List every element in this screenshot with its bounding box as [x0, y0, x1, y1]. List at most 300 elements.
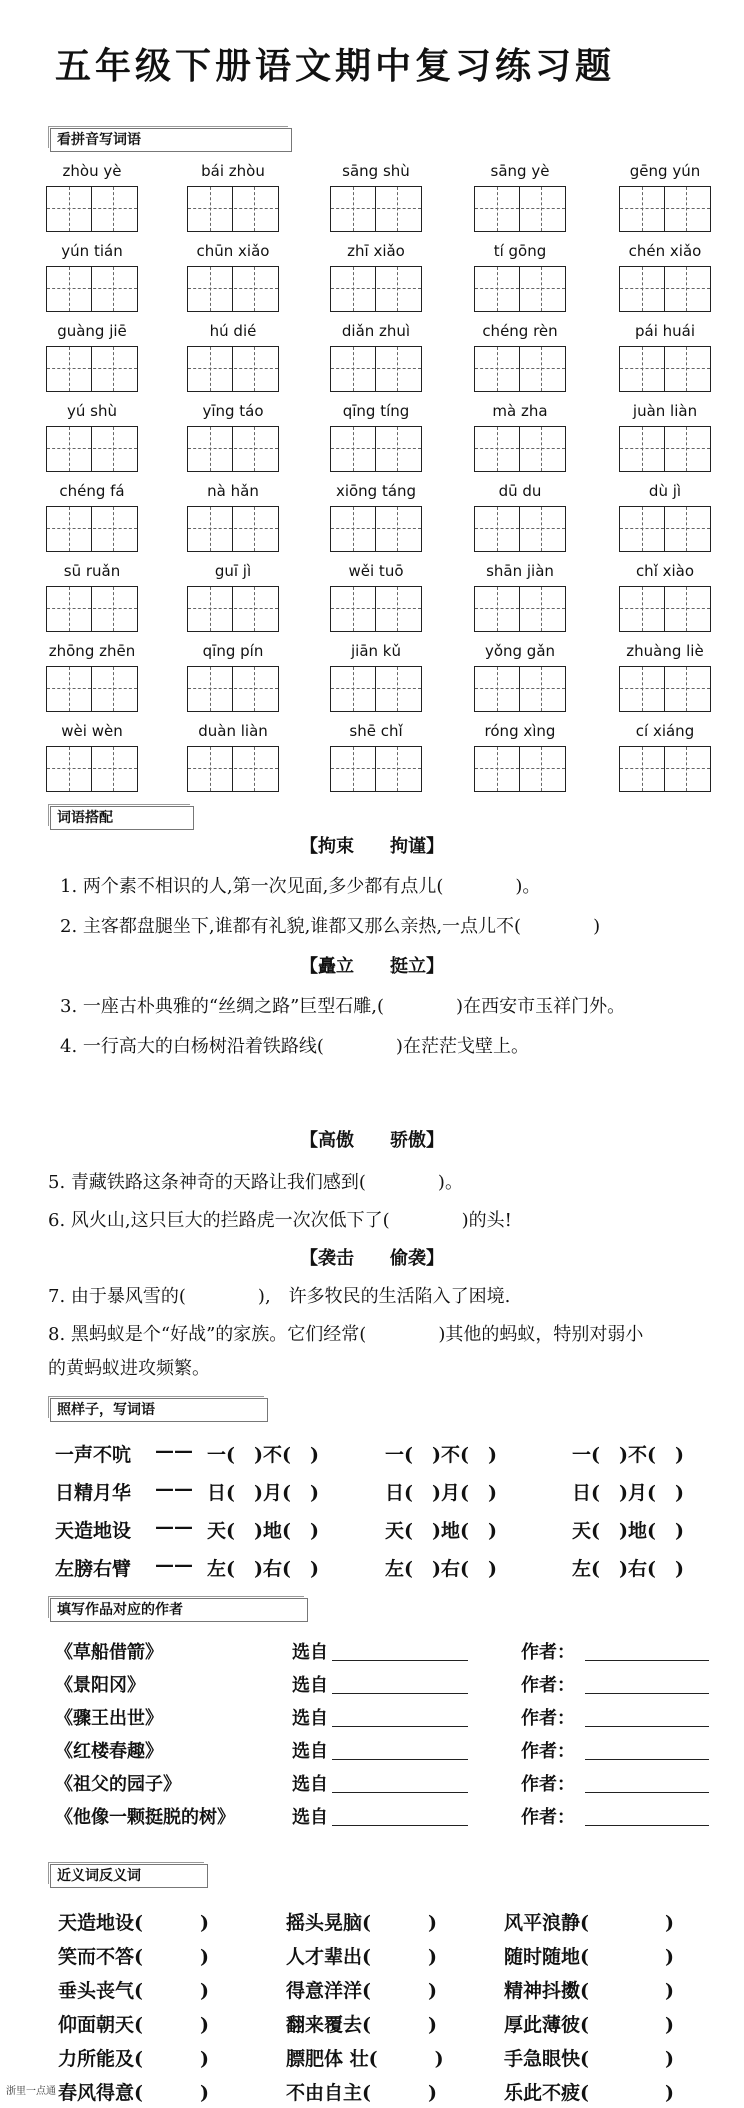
box-divider — [375, 426, 376, 472]
box-divider — [664, 586, 665, 632]
example-word: 日精月华 — [55, 1482, 132, 1504]
author-label: 作者： — [521, 1774, 575, 1795]
arrow: —— — [155, 1478, 193, 1500]
guide-line — [497, 747, 498, 791]
writing-box[interactable] — [619, 186, 711, 232]
pinyin-text: zhuàng liè — [626, 642, 704, 660]
guide-line — [397, 587, 398, 631]
writing-box[interactable] — [187, 666, 279, 712]
pinyin-item — [619, 242, 711, 314]
guide-line — [331, 288, 421, 289]
idiom-item[interactable]: 春风得意( ) — [58, 2082, 209, 2104]
pinyin-text: zhī xiǎo — [347, 242, 405, 260]
guide-line — [497, 667, 498, 711]
guide-line — [113, 587, 114, 631]
box-divider — [664, 666, 665, 712]
word-group-heading: 【高傲 骄傲】 — [300, 1130, 444, 1151]
blank-pattern[interactable]: 天( )地( ) — [572, 1520, 684, 1542]
guide-line — [475, 608, 565, 609]
guide-line — [47, 208, 137, 209]
guide-line — [686, 747, 687, 791]
writing-box[interactable] — [46, 266, 138, 312]
box-divider — [232, 746, 233, 792]
pinyin-item — [474, 322, 566, 394]
guide-line — [397, 507, 398, 551]
box-divider — [91, 746, 92, 792]
writing-box[interactable] — [330, 666, 422, 712]
guide-line — [331, 528, 421, 529]
box-divider — [664, 266, 665, 312]
word-group-heading: 【拘束 拘谨】 — [300, 836, 444, 857]
guide-line — [541, 587, 542, 631]
box-divider — [519, 666, 520, 712]
pinyin-item — [619, 402, 711, 474]
writing-box[interactable] — [187, 346, 279, 392]
blank-pattern[interactable]: 日( )月( ) — [572, 1482, 684, 1504]
section-label-synonyms: 近义词反义词 — [50, 1864, 208, 1888]
writing-box[interactable] — [187, 586, 279, 632]
pinyin-item — [619, 642, 711, 714]
guide-line — [254, 347, 255, 391]
box-divider — [664, 506, 665, 552]
guide-line — [497, 587, 498, 631]
guide-line — [188, 608, 278, 609]
idiom-item[interactable]: 随时随地( ) — [504, 1946, 674, 1968]
synonym-row — [58, 2044, 738, 2074]
guide-line — [497, 187, 498, 231]
pinyin-item — [619, 482, 711, 554]
box-divider — [519, 506, 520, 552]
guide-line — [210, 427, 211, 471]
arrow: —— — [155, 1516, 193, 1538]
pinyin-text: jiān kǔ — [351, 642, 401, 660]
box-divider — [91, 266, 92, 312]
box-divider — [375, 586, 376, 632]
section-label-authors: 填写作品对应的作者 — [50, 1598, 308, 1622]
blank-pattern[interactable]: 天( )地( ) — [207, 1520, 319, 1542]
writing-box[interactable] — [46, 506, 138, 552]
guide-line — [397, 187, 398, 231]
author-label: 作者： — [521, 1642, 575, 1663]
writing-box[interactable] — [619, 586, 711, 632]
idiom-item[interactable]: 翻来覆去( ) — [286, 2014, 437, 2036]
writing-box[interactable] — [46, 586, 138, 632]
blank-pattern[interactable]: 一( )不( ) — [207, 1444, 319, 1466]
writing-box[interactable] — [187, 186, 279, 232]
guide-line — [686, 347, 687, 391]
work-title: 《祖父的园子》 — [55, 1774, 181, 1795]
box-divider — [232, 426, 233, 472]
guide-line — [113, 747, 114, 791]
guide-line — [397, 747, 398, 791]
writing-box[interactable] — [330, 186, 422, 232]
pinyin-text: shē chǐ — [349, 722, 403, 740]
pinyin-item — [46, 482, 138, 554]
pinyin-text: wèi wèn — [61, 722, 123, 740]
guide-line — [541, 507, 542, 551]
box-divider — [375, 346, 376, 392]
guide-line — [686, 587, 687, 631]
writing-box[interactable] — [330, 586, 422, 632]
idiom-item[interactable]: 得意洋洋( ) — [286, 1980, 437, 2002]
guide-line — [210, 507, 211, 551]
blank-pattern[interactable]: 天( )地( ) — [385, 1520, 497, 1542]
question-7: 7. 由于暴风雪的( ), 许多牧民的生活陷入了困境. — [48, 1286, 511, 1307]
writing-box[interactable] — [474, 266, 566, 312]
from-label: 选自 — [292, 1741, 328, 1762]
idiom-item[interactable]: 力所能及( ) — [58, 2048, 209, 2070]
writing-box[interactable] — [619, 346, 711, 392]
pinyin-text: zhōng zhēn — [48, 642, 136, 660]
box-divider — [664, 426, 665, 472]
pinyin-text: mà zha — [492, 402, 548, 420]
pinyin-item — [46, 722, 138, 794]
synonym-row — [58, 1976, 738, 2006]
work-title: 《他像一颗挺脱的树》 — [55, 1807, 235, 1828]
box-divider — [232, 666, 233, 712]
guide-line — [188, 448, 278, 449]
pinyin-item — [619, 562, 711, 634]
question-3: 3. 一座古朴典雅的“丝绸之路”巨型石雕,( )在西安市玉祥门外。 — [60, 996, 626, 1017]
idiom-item[interactable]: 膘肥体 壮( ) — [286, 2048, 444, 2070]
guide-line — [331, 768, 421, 769]
author-label: 作者： — [521, 1741, 575, 1762]
writing-box[interactable] — [46, 426, 138, 472]
idiom-item[interactable]: 手急眼快( ) — [504, 2048, 674, 2070]
box-divider — [375, 186, 376, 232]
work-title: 《骤王出世》 — [55, 1708, 163, 1729]
guide-line — [642, 667, 643, 711]
writing-box[interactable] — [474, 186, 566, 232]
writing-box[interactable] — [330, 266, 422, 312]
writing-box[interactable] — [187, 746, 279, 792]
author-label: 作者： — [521, 1675, 575, 1696]
guide-line — [188, 288, 278, 289]
guide-line — [47, 368, 137, 369]
guide-line — [188, 768, 278, 769]
author-blank[interactable] — [585, 1825, 709, 1826]
page-title: 五年级下册语文期中复习练习题 — [55, 46, 616, 87]
box-divider — [519, 586, 520, 632]
work-title: 《景阳冈》 — [55, 1675, 145, 1696]
blank-pattern[interactable]: 左( )右( ) — [572, 1558, 684, 1580]
pinyin-item — [474, 642, 566, 714]
guide-line — [353, 667, 354, 711]
idiom-item[interactable]: 笑而不答( ) — [58, 1946, 209, 1968]
guide-line — [497, 427, 498, 471]
writing-box[interactable] — [619, 746, 711, 792]
guide-line — [188, 368, 278, 369]
arrow: —— — [155, 1440, 193, 1462]
guide-line — [497, 267, 498, 311]
guide-line — [541, 187, 542, 231]
synonym-row — [58, 2010, 738, 2040]
box-divider — [519, 426, 520, 472]
guide-line — [188, 528, 278, 529]
guide-line — [642, 187, 643, 231]
from-label: 选自 — [292, 1642, 328, 1663]
guide-line — [541, 667, 542, 711]
author-row — [55, 1671, 735, 1699]
writing-box[interactable] — [187, 506, 279, 552]
writing-box[interactable] — [187, 266, 279, 312]
box-divider — [232, 266, 233, 312]
pinyin-row — [46, 242, 726, 314]
guide-line — [210, 267, 211, 311]
guide-line — [69, 267, 70, 311]
guide-line — [353, 427, 354, 471]
question-1: 1. 两个素不相识的人,第一次见面,多少都有点儿( )。 — [60, 876, 541, 897]
pinyin-text: chéng fá — [59, 482, 125, 500]
pinyin-text: shān jiàn — [486, 562, 554, 580]
pinyin-row — [46, 562, 726, 634]
idiom-item[interactable]: 厚此薄彼( ) — [504, 2014, 674, 2036]
box-divider — [91, 186, 92, 232]
guide-line — [254, 427, 255, 471]
idiom-item[interactable]: 不由自主( ) — [286, 2082, 437, 2104]
idiom-item[interactable]: 精神抖擞( ) — [504, 1980, 674, 2002]
pinyin-item — [619, 722, 711, 794]
pinyin-text: nà hǎn — [207, 482, 259, 500]
pinyin-text: yīng táo — [202, 402, 264, 420]
guide-line — [642, 747, 643, 791]
pinyin-text: guī jì — [214, 562, 252, 580]
guide-line — [210, 587, 211, 631]
box-divider — [519, 746, 520, 792]
pinyin-item — [187, 242, 279, 314]
synonym-row — [58, 1908, 738, 1938]
guide-line — [188, 208, 278, 209]
pinyin-text: guàng jiē — [57, 322, 127, 340]
box-divider — [375, 746, 376, 792]
writing-box[interactable] — [474, 506, 566, 552]
pinyin-text: chéng rèn — [482, 322, 558, 340]
pinyin-text: sāng shù — [342, 162, 410, 180]
guide-line — [69, 667, 70, 711]
writing-box[interactable] — [46, 346, 138, 392]
writing-box[interactable] — [474, 666, 566, 712]
guide-line — [642, 267, 643, 311]
writing-box[interactable] — [619, 666, 711, 712]
pinyin-item — [330, 722, 422, 794]
footer-watermark: 浙里一点通 — [6, 2086, 56, 2097]
author-row — [55, 1770, 735, 1798]
guide-line — [331, 368, 421, 369]
guide-line — [47, 448, 137, 449]
source-blank[interactable] — [332, 1726, 468, 1727]
guide-line — [69, 747, 70, 791]
guide-line — [113, 507, 114, 551]
box-divider — [91, 666, 92, 712]
pinyin-item — [330, 242, 422, 314]
guide-line — [353, 267, 354, 311]
guide-line — [254, 747, 255, 791]
pinyin-item — [187, 402, 279, 474]
pinyin-item — [474, 482, 566, 554]
pinyin-text: cí xiáng — [635, 722, 695, 740]
guide-line — [475, 768, 565, 769]
writing-box[interactable] — [46, 746, 138, 792]
pinyin-text: chǐ xiào — [635, 562, 695, 580]
guide-line — [331, 608, 421, 609]
box-divider — [664, 186, 665, 232]
example-word: 一声不吭 — [55, 1444, 132, 1466]
pinyin-text: yǒng gǎn — [484, 642, 556, 660]
blank-pattern[interactable]: 左( )右( ) — [207, 1558, 319, 1580]
guide-line — [254, 587, 255, 631]
pinyin-text: xiōng táng — [335, 482, 417, 500]
author-blank[interactable] — [585, 1726, 709, 1727]
guide-line — [541, 427, 542, 471]
writing-box[interactable] — [474, 346, 566, 392]
from-label: 选自 — [292, 1708, 328, 1729]
pinyin-item — [474, 402, 566, 474]
box-divider — [375, 666, 376, 712]
idiom-item[interactable]: 垂头丧气( ) — [58, 1980, 209, 2002]
source-blank[interactable] — [332, 1792, 468, 1793]
writing-box[interactable] — [474, 586, 566, 632]
box-divider — [519, 186, 520, 232]
writing-box[interactable] — [330, 506, 422, 552]
pinyin-item — [330, 482, 422, 554]
word-group-heading: 【矗立 挺立】 — [300, 956, 444, 977]
guide-line — [331, 688, 421, 689]
guide-line — [686, 187, 687, 231]
guide-line — [47, 768, 137, 769]
author-row — [55, 1704, 735, 1732]
question-2: 2. 主客都盘腿坐下,谁都有礼貌,谁都又那么亲热,一点儿不( ) — [60, 916, 601, 937]
from-label: 选自 — [292, 1675, 328, 1696]
box-divider — [91, 506, 92, 552]
idiom-item[interactable]: 摇头晃脑( ) — [286, 1912, 437, 1934]
writing-box[interactable] — [330, 426, 422, 472]
blank-pattern[interactable]: 日( )月( ) — [207, 1482, 319, 1504]
pinyin-text: hú dié — [209, 322, 257, 340]
guide-line — [620, 368, 710, 369]
pinyin-item — [330, 562, 422, 634]
pinyin-text: sū ruǎn — [63, 562, 121, 580]
guide-line — [113, 267, 114, 311]
pinyin-item — [187, 562, 279, 634]
idiom-item[interactable]: 风平浪静( ) — [504, 1912, 674, 1934]
idiom-item[interactable]: 人才辈出( ) — [286, 1946, 437, 1968]
guide-line — [353, 747, 354, 791]
section-label-collocation: 词语搭配 — [50, 806, 194, 830]
writing-box[interactable] — [46, 186, 138, 232]
guide-line — [331, 208, 421, 209]
writing-box[interactable] — [474, 746, 566, 792]
guide-line — [69, 427, 70, 471]
guide-line — [353, 507, 354, 551]
guide-line — [47, 688, 137, 689]
pinyin-text: sāng yè — [490, 162, 550, 180]
pinyin-item — [330, 322, 422, 394]
box-divider — [91, 586, 92, 632]
source-blank[interactable] — [332, 1759, 468, 1760]
pinyin-text: chūn xiǎo — [196, 242, 270, 260]
writing-box[interactable] — [187, 426, 279, 472]
guide-line — [620, 688, 710, 689]
pinyin-row — [46, 722, 726, 794]
blank-pattern[interactable]: 一( )不( ) — [572, 1444, 684, 1466]
blank-pattern[interactable]: 日( )月( ) — [385, 1482, 497, 1504]
guide-line — [541, 747, 542, 791]
guide-line — [397, 427, 398, 471]
pinyin-row — [46, 322, 726, 394]
idiom-item[interactable]: 乐此不疲( ) — [504, 2082, 674, 2104]
pinyin-text: diǎn zhuì — [341, 322, 411, 340]
pinyin-item — [619, 162, 711, 234]
guide-line — [113, 427, 114, 471]
writing-box[interactable] — [619, 506, 711, 552]
pinyin-item — [330, 642, 422, 714]
question-8-continued: 的黄蚂蚁进攻频繁。 — [48, 1358, 210, 1379]
pinyin-item — [46, 642, 138, 714]
writing-box[interactable] — [619, 266, 711, 312]
guide-line — [620, 208, 710, 209]
blank-pattern[interactable]: 一( )不( ) — [385, 1444, 497, 1466]
pinyin-item — [330, 162, 422, 234]
word-group-heading: 【袭击 偷袭】 — [300, 1248, 444, 1269]
question-4: 4. 一行高大的白杨树沿着铁路线( )在茫茫戈壁上。 — [60, 1036, 529, 1057]
example-word: 左膀右臂 — [55, 1558, 132, 1580]
writing-box[interactable] — [330, 746, 422, 792]
author-blank[interactable] — [585, 1660, 709, 1661]
question-5: 5. 青藏铁路这条神奇的天路让我们感到( )。 — [48, 1172, 463, 1193]
guide-line — [188, 688, 278, 689]
blank-pattern[interactable]: 左( )右( ) — [385, 1558, 497, 1580]
author-blank[interactable] — [585, 1693, 709, 1694]
pinyin-text: wěi tuō — [348, 562, 404, 580]
from-label: 选自 — [292, 1774, 328, 1795]
pinyin-item — [46, 562, 138, 634]
guide-line — [113, 187, 114, 231]
guide-line — [686, 507, 687, 551]
guide-line — [686, 427, 687, 471]
box-divider — [91, 426, 92, 472]
pinyin-item — [187, 162, 279, 234]
writing-box[interactable] — [330, 346, 422, 392]
box-divider — [232, 186, 233, 232]
guide-line — [686, 267, 687, 311]
source-blank[interactable] — [332, 1660, 468, 1661]
author-blank[interactable] — [585, 1759, 709, 1760]
writing-box[interactable] — [474, 426, 566, 472]
guide-line — [397, 347, 398, 391]
pinyin-text: chén xiǎo — [628, 242, 702, 260]
writing-box[interactable] — [46, 666, 138, 712]
guide-line — [642, 507, 643, 551]
idiom-item[interactable]: 仰面朝天( ) — [58, 2014, 209, 2036]
box-divider — [91, 346, 92, 392]
guide-line — [47, 528, 137, 529]
source-blank[interactable] — [332, 1693, 468, 1694]
guide-line — [69, 347, 70, 391]
guide-line — [69, 507, 70, 551]
example-word: 天造地设 — [55, 1520, 132, 1542]
guide-line — [353, 347, 354, 391]
arrow: —— — [155, 1554, 193, 1576]
author-blank[interactable] — [585, 1792, 709, 1793]
pinyin-item — [46, 322, 138, 394]
idiom-item[interactable]: 天造地设( ) — [58, 1912, 209, 1934]
writing-box[interactable] — [619, 426, 711, 472]
pinyin-row — [46, 162, 726, 234]
guide-line — [210, 347, 211, 391]
work-title: 《草船借箭》 — [55, 1642, 163, 1663]
guide-line — [397, 667, 398, 711]
source-blank[interactable] — [332, 1825, 468, 1826]
